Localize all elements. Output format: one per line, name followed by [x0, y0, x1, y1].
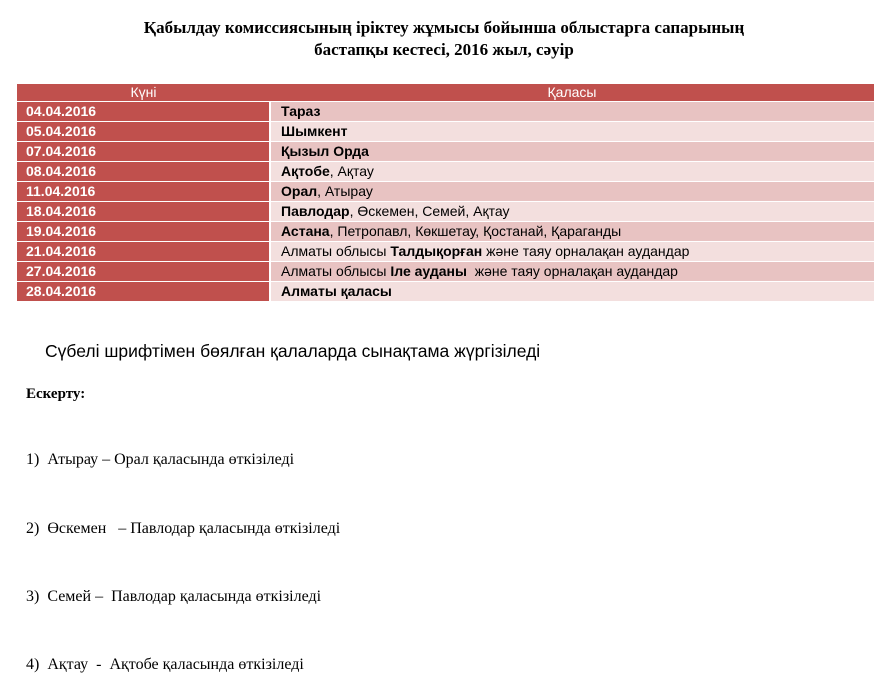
row-date: 18.04.2016: [17, 202, 270, 222]
row-cities: [270, 182, 874, 202]
table-row: [17, 282, 874, 302]
table-row: [17, 182, 874, 202]
row-cities: [270, 262, 874, 282]
exam-city-name: Орал: [281, 183, 318, 199]
exam-city-name: Алматы қаласы: [281, 283, 392, 299]
remarks-list: [26, 404, 340, 699]
city-text: және таяу орналақан аудандар: [482, 243, 690, 259]
table-row: [17, 262, 874, 282]
city-text: және таяу орналақан аудандар: [466, 263, 678, 279]
city-text: Алматы облысы: [281, 243, 391, 259]
city-text: , Ақтау: [329, 163, 374, 179]
table-row: [17, 242, 874, 262]
column-header-city: Қаласы: [270, 84, 874, 102]
table-row: [17, 222, 874, 242]
table-row: [17, 162, 874, 182]
city-text: , Петропавл, Көкшетау, Қостанай, Қараганды: [329, 223, 622, 239]
row-date: 21.04.2016: [17, 242, 270, 262]
row-cities: [270, 222, 874, 242]
row-cities: [270, 282, 874, 302]
row-date: 28.04.2016: [17, 282, 270, 302]
city-text: , Өскемен, Семей, Ақтау: [349, 203, 510, 219]
exam-city-name: Талдықорған: [390, 243, 483, 259]
city-text: , Атырау: [317, 183, 373, 199]
bold-cities-note: Сүбелі шрифтімен бөялған қалаларда сынақтама жүргізіледі: [45, 341, 541, 361]
exam-city-name: Қызыл Орда: [281, 143, 369, 159]
row-date: 05.04.2016: [17, 122, 270, 142]
table-row: [17, 142, 874, 162]
column-header-date: Күні: [17, 84, 270, 102]
table-row: [17, 122, 874, 142]
row-cities: [270, 242, 874, 262]
remark-item: 4) Ақтау - Ақтобе қаласында өткізіледі: [26, 655, 304, 673]
row-cities: [270, 202, 874, 222]
schedule-body: [17, 102, 874, 302]
table-header-row: [17, 84, 874, 102]
exam-city-name: Шымкент: [281, 123, 348, 139]
remarks-title: Ескерту:: [26, 386, 86, 402]
exam-city-name: Ақтобе: [281, 163, 330, 179]
row-date: 07.04.2016: [17, 142, 270, 162]
schedule-table: [17, 84, 874, 302]
row-date: 08.04.2016: [17, 162, 270, 182]
row-date: 27.04.2016: [17, 262, 270, 282]
document-title-line-1: Қабылдау комиссиясының іріктеу жұмысы бойынша облыстарга сапарының: [143, 18, 745, 37]
city-text: Алматы облысы: [281, 263, 391, 279]
remark-item: 1) Атырау – Орал қаласында өткізіледі: [26, 451, 295, 469]
remark-item: 2) Өскемен – Павлодар қаласында өткізіледі: [26, 519, 341, 537]
row-cities: [270, 102, 874, 122]
exam-city-name: Тараз: [281, 103, 321, 119]
row-date: 11.04.2016: [17, 182, 270, 202]
table-row: [17, 102, 874, 122]
row-cities: [270, 162, 874, 182]
exam-city-name: Павлодар: [281, 203, 350, 219]
row-date: 19.04.2016: [17, 222, 270, 242]
table-row: [17, 202, 874, 222]
exam-city-name: Астана: [281, 223, 330, 239]
document-title-line-2: бастапқы кестесі, 2016 жыл, сәуір: [314, 40, 574, 59]
exam-city-name: Іле ауданы: [390, 263, 467, 279]
row-cities: [270, 122, 874, 142]
row-date: 04.04.2016: [17, 102, 270, 122]
remark-item: 3) Семей – Павлодар қаласында өткізіледі: [26, 587, 322, 605]
row-cities: [270, 142, 874, 162]
